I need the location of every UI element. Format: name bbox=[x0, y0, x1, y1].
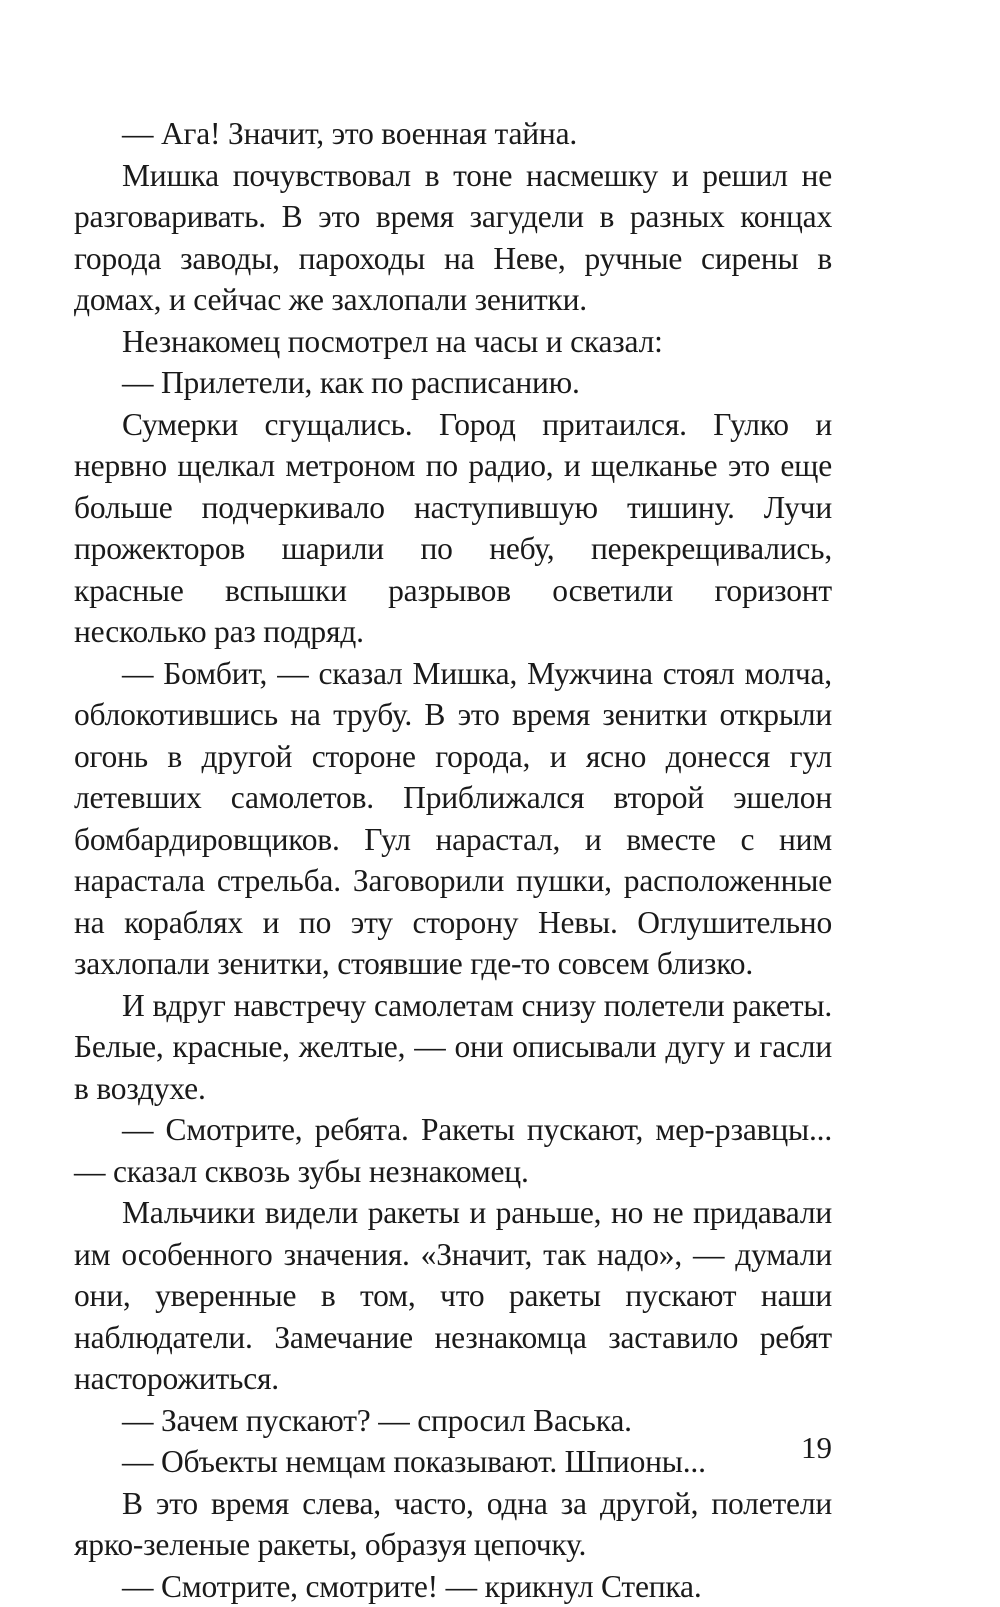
paragraph: — Ага! Значит, это военная тайна. bbox=[74, 113, 832, 155]
paragraph: — Зачем пускают? — спросил Васька. bbox=[74, 1400, 832, 1442]
paragraph: — Смотрите, смотрите! — крикнул Степка. bbox=[74, 1566, 832, 1607]
paragraph: Незнакомец посмотрел на часы и сказал: bbox=[74, 321, 832, 363]
paragraph: Мишка почувствовал в тоне насмешку и решил не разговаривать. В это время загудели в разных концах города заводы, пароходы на Неве, ручные сирены в домах, и сейчас же захлопали зенитки. bbox=[74, 155, 832, 321]
paragraph: — Смотрите, ребята. Ракеты пускают, мер-рзавцы... — сказал сквозь зубы незнакомец. bbox=[74, 1109, 832, 1192]
paragraph: — Объекты немцам показывают. Шпионы... bbox=[74, 1441, 832, 1483]
paragraph: — Прилетели, как по расписанию. bbox=[74, 362, 832, 404]
paragraph: — Бомбит, — сказал Мишка, Мужчина стоял молча, облокотившись на трубу. В это время зенитки открыли огонь в другой стороне города, и ясно донесся гул летевших самолетов. Приближался второй эшелон бомбардировщиков. Гул нарастал, и вместе с ним нарастала стрельба. Заговорили пушки, расположенные на кораблях и по эту сторону Невы. Оглушительно захлопали зенитки, стоявшие где-то совсем близко. bbox=[74, 653, 832, 985]
page-number: 19 bbox=[801, 1430, 832, 1466]
paragraph: В это время слева, часто, одна за другой, полетели ярко-зеленые ракеты, образуя цепочку. bbox=[74, 1483, 832, 1566]
paragraph: И вдруг навстречу самолетам снизу полетели ракеты. Белые, красные, желтые, — они описывали дугу и гасли в воздухе. bbox=[74, 985, 832, 1110]
main-text bbox=[74, 113, 832, 1607]
paragraph: Сумерки сгущались. Город притаился. Гулко и нервно щелкал метроном по радио, и щелканье это еще больше подчеркивало наступившую тишину. Лучи прожекторов шарили по небу, перекрещивались, красные вспышки разрывов осветили горизонт несколько раз подряд. bbox=[74, 404, 832, 653]
paragraph: Мальчики видели ракеты и раньше, но не придавали им особенного значения. «Значит, так надо», — думали они, уверенные в том, что ракеты пускают наши наблюдатели. Замечание незнакомца заставило ребят насторожиться. bbox=[74, 1192, 832, 1400]
